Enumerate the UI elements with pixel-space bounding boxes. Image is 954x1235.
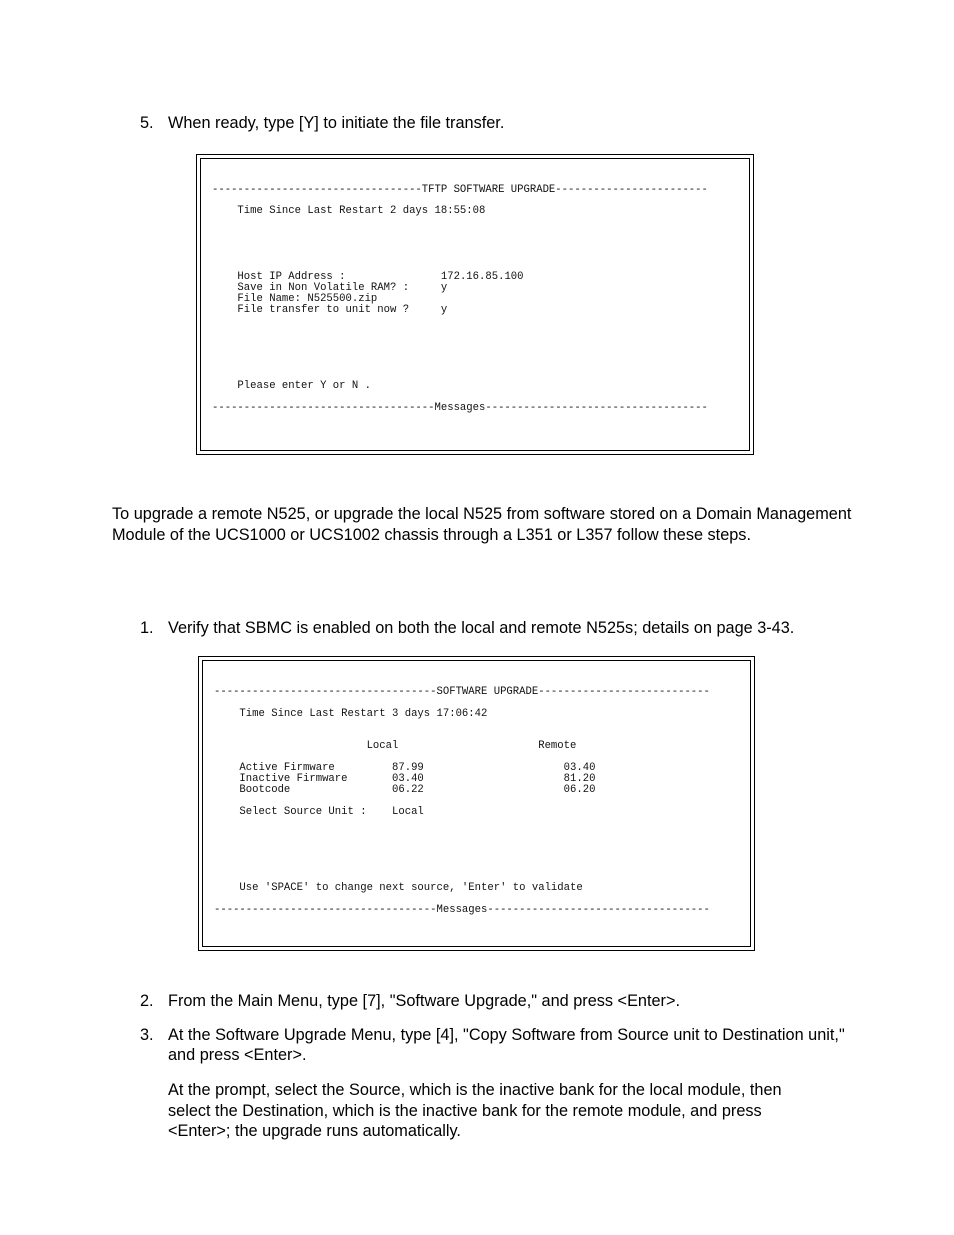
screen-hint: Use 'SPACE' to change next source, 'Enter' to validate xyxy=(214,882,583,894)
field-label: Save in Non Volatile RAM? : xyxy=(212,282,441,294)
row-active-firmware: Active Firmware 87.99 03.40 xyxy=(214,762,596,774)
step-text: When ready, type [Y] to initiate the file transfer. xyxy=(168,114,505,132)
row-bootcode: Bootcode 06.22 06.20 xyxy=(214,784,596,796)
screen-header: ---------------------------------TFTP SOFTWARE UPGRADE------------------------ xyxy=(212,184,708,196)
restart-time: Time Since Last Restart 2 days 18:55:08 xyxy=(212,205,486,217)
field-transfer-now xyxy=(212,305,447,316)
intro-paragraph: To upgrade a remote N525, or upgrade the local N525 from software stored on a Domain Management Module of the UCS1000 or UCS1002 chassis through a L351 or L357 follow these steps. xyxy=(112,505,852,544)
screen-prompt: Please enter Y or N . xyxy=(212,380,371,392)
field-label: File transfer to unit now ? xyxy=(212,304,441,316)
step-number: 3. xyxy=(140,1026,154,1044)
step-3-detail: At the prompt, select the Source, which is the inactive bank for the local module, then select the Destination, which is the inactive bank for the remote module, and press <Enter>; the upgrade runs automatically. xyxy=(168,1081,782,1140)
row-inactive-firmware: Inactive Firmware 03.40 81.20 xyxy=(214,773,596,785)
field-label: File Name: N525500.zip xyxy=(212,293,378,305)
step-text: Verify that SBMC is enabled on both the local and remote N525s; details on page 3-43. xyxy=(168,619,795,637)
column-headers: Local Remote xyxy=(214,740,577,752)
step-number: 2. xyxy=(140,992,154,1010)
tftp-upgrade-screen xyxy=(196,154,754,455)
messages-bar: -----------------------------------Messages----------------------------------- xyxy=(212,402,708,414)
step-number: 1. xyxy=(140,619,154,637)
restart-time: Time Since Last Restart 3 days 17:06:42 xyxy=(214,708,488,720)
field-value: 172.16.85.100 xyxy=(440,271,524,283)
messages-bar: -----------------------------------Messages----------------------------------- xyxy=(214,904,710,916)
software-upgrade-screen xyxy=(198,656,755,951)
step-text: From the Main Menu, type [7], "Software Upgrade," and press <Enter>. xyxy=(168,992,681,1010)
field-value: y xyxy=(440,304,448,316)
step-number: 5. xyxy=(140,114,154,132)
select-source-unit: Select Source Unit : Local xyxy=(214,806,424,818)
field-value: y xyxy=(440,282,448,294)
step-text: At the Software Upgrade Menu, type [4], "Copy Software from Source unit to Destination unit," and press <Enter>. xyxy=(168,1026,845,1064)
screen-header: -----------------------------------SOFTWARE UPGRADE--------------------------- xyxy=(214,686,710,698)
field-label: Host IP Address : xyxy=(212,271,441,283)
